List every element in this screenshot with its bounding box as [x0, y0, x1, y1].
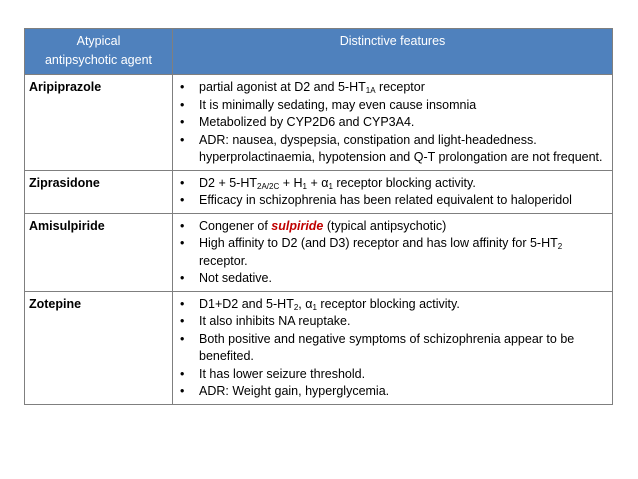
features-cell — [173, 213, 613, 291]
feature-item: • partial agonist at D2 and $5-HT_{1A}$ receptor — [177, 79, 608, 97]
feature-item: • It is minimally sedating, may even cause insomnia — [177, 97, 608, 115]
agent-name: Aripiprazole — [25, 75, 173, 171]
agent-name: Ziprasidone — [25, 170, 173, 213]
feature-item: • Efficacy in schizophrenia has been related equivalent to haloperidol — [177, 192, 608, 210]
feature-item: • ADR: nausea, dyspepsia, constipation and light-headedness. hyperprolactinaemia, hypotension and Q-T prolongation are not frequent. — [177, 132, 608, 167]
feature-item: • Both positive and negative symptoms of schizophrenia appear to be benefited. — [177, 331, 608, 366]
features-cell — [173, 170, 613, 213]
feature-item: • Metabolized by CYP2D6 and CYP3A4. — [177, 114, 608, 132]
table-row — [25, 213, 613, 291]
agent-name: Zotepine — [25, 291, 173, 404]
table-row — [25, 75, 613, 171]
highlighted-term: sulpiride — [271, 218, 324, 233]
header-agent — [25, 29, 173, 75]
table-row — [25, 291, 613, 404]
features-cell — [173, 291, 613, 404]
feature-item: • High affinity to D2 (and D3) receptor and has low affinity for $5-HT_2$ receptor. — [177, 235, 608, 270]
feature-item: • Congener of sulpiride (typical antipsychotic) — [177, 218, 608, 236]
features-cell — [173, 75, 613, 171]
feature-item: • Not sedative. — [177, 270, 608, 288]
header-agent-line2: antipsychotic agent — [44, 53, 152, 67]
feature-item: • $D2 + 5-HT_{2A/2C} + H_1 + \alpha_1$ receptor blocking activity. — [177, 175, 608, 193]
agent-name: Amisulpiride — [25, 213, 173, 291]
feature-item: • ADR: Weight gain, hyperglycemia. — [177, 383, 608, 401]
feature-item: • D1+D2 and $5-HT_2$, $\alpha_1$ receptor blocking activity. — [177, 296, 608, 314]
antipsychotic-table — [24, 28, 613, 405]
feature-item: • It also inhibits NA reuptake. — [177, 313, 608, 331]
table-header-row — [25, 29, 613, 75]
header-features: Distinctive features — [173, 29, 613, 75]
feature-item: • It has lower seizure threshold. — [177, 366, 608, 384]
table-row — [25, 170, 613, 213]
header-agent-line1: Atypical — [76, 34, 121, 48]
